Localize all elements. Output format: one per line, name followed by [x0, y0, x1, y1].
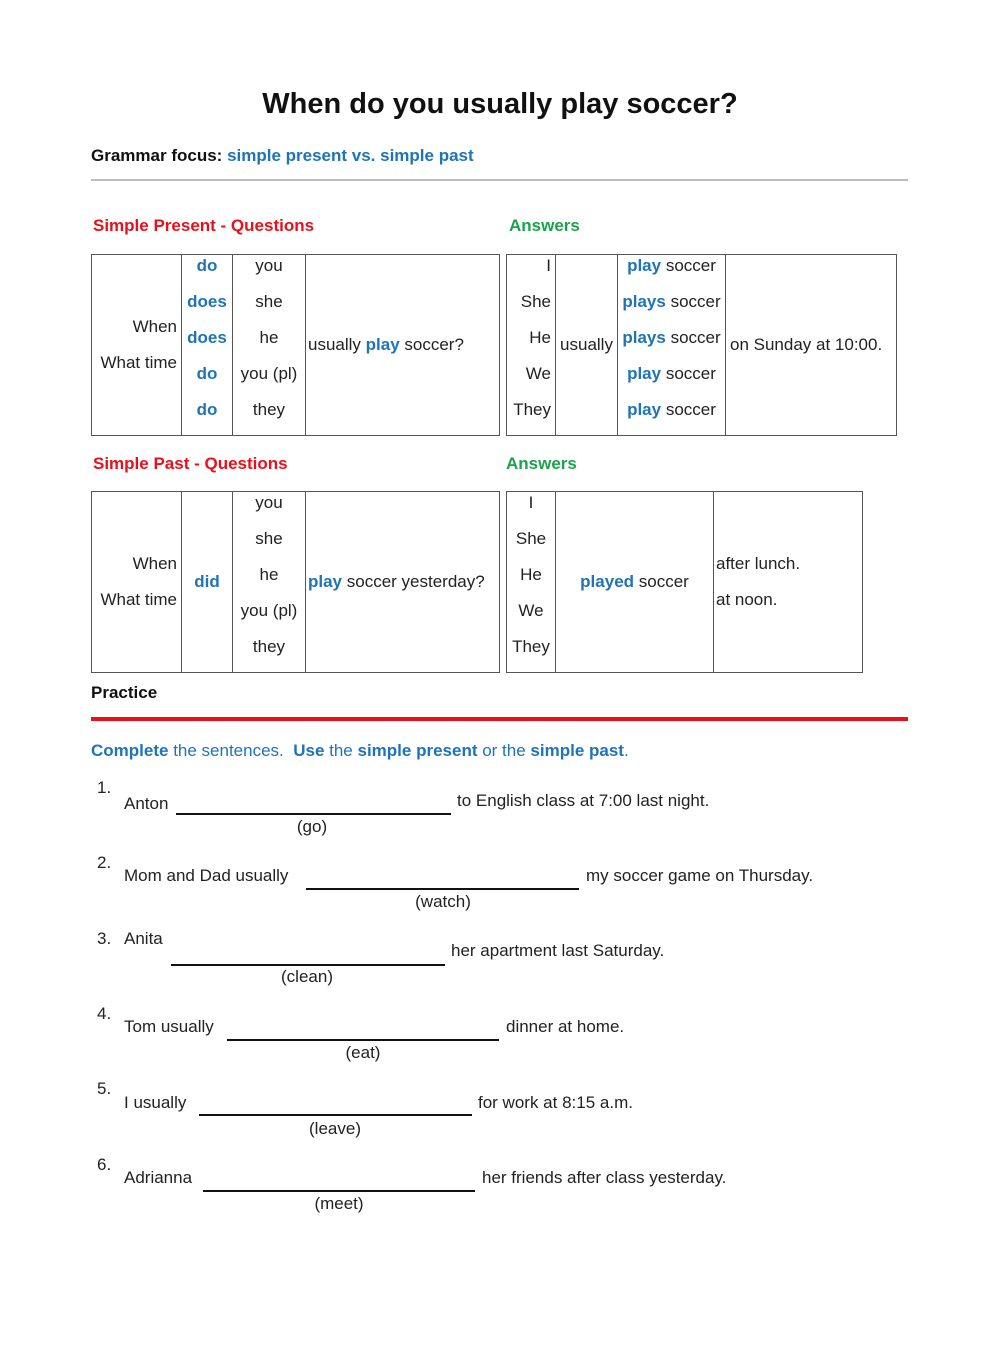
item-text-after: to English class at 7:00 last night.: [457, 791, 710, 810]
rest-text: usually: [308, 335, 366, 354]
verb-hint: (meet): [314, 1194, 364, 1213]
rest-verb: play: [365, 335, 400, 354]
instruction-text: or the: [477, 741, 531, 760]
past-ans-verb-cell: [556, 492, 714, 673]
answer-verb-phrase: [618, 284, 725, 320]
verb-hint: (go): [296, 817, 328, 836]
answer-object: soccer: [661, 400, 716, 419]
answer-subject: We: [518, 601, 544, 620]
rest-text: soccer yesterday?: [342, 572, 485, 591]
subject: you: [255, 256, 283, 275]
subject: you (pl): [240, 601, 298, 620]
wh-word: What time: [100, 590, 177, 609]
answer-subject: He: [520, 565, 542, 584]
subject: she: [255, 529, 283, 548]
answer-blank[interactable]: [171, 964, 445, 966]
answer-blank[interactable]: [176, 813, 451, 815]
answer-blank[interactable]: [306, 888, 579, 890]
rest-verb: play: [308, 572, 343, 591]
answer-subject: They: [513, 400, 551, 419]
instruction-text: .: [623, 741, 629, 760]
item-number: 3.: [97, 929, 112, 948]
divider: [91, 179, 908, 181]
subject: she: [255, 292, 283, 311]
practice-heading: Practice: [91, 683, 158, 702]
answer-verb-phrase: [618, 392, 725, 428]
past-subject-cell: [233, 492, 306, 673]
past-answers-heading: Answers: [506, 454, 577, 473]
answer-time: on Sunday at 10:00.: [730, 335, 883, 354]
item-number: 6.: [97, 1155, 112, 1174]
past-questions-table: [91, 491, 500, 673]
answer-verb-phrase: [618, 356, 725, 392]
answer-verb: play: [627, 256, 662, 275]
present-wh-cell: [92, 255, 182, 436]
item-text-after: my soccer game on Thursday.: [586, 866, 814, 885]
answer-time: at noon.: [716, 590, 778, 609]
item-number: 1.: [97, 778, 112, 797]
present-aux-cell: [182, 255, 233, 436]
answer-verb: plays: [622, 292, 666, 311]
answer-subject: She: [515, 529, 547, 548]
item-text-before: Anita: [124, 929, 163, 948]
present-questions-heading: Simple Present - Questions: [93, 216, 315, 235]
item-text-after: dinner at home.: [506, 1017, 625, 1036]
past-questions-heading: Simple Past - Questions: [93, 454, 288, 473]
subject: you (pl): [240, 364, 298, 383]
past-time-cell: [714, 492, 863, 673]
verb-hint: (clean): [281, 967, 333, 986]
instruction-keyword: simple present: [357, 741, 478, 760]
item-text-after: her apartment last Saturday.: [451, 941, 665, 960]
answer-object: soccer: [665, 328, 721, 347]
item-text-after: her friends after class yesterday.: [482, 1168, 727, 1187]
subject: he: [259, 565, 279, 584]
answer-object: soccer: [634, 572, 689, 591]
answer-subject: They: [512, 637, 550, 656]
answer-object: soccer: [661, 256, 716, 275]
answer-verb: play: [627, 400, 662, 419]
instruction-text: the sentences.: [168, 741, 294, 760]
answer-verb-phrase: [618, 320, 725, 356]
subject: they: [252, 400, 286, 419]
aux-verb: did: [194, 572, 220, 591]
present-rest-cell: [306, 255, 500, 436]
item-number: 5.: [97, 1079, 112, 1098]
answer-blank[interactable]: [203, 1190, 475, 1192]
wh-word: When: [132, 317, 177, 336]
answer-verb: play: [627, 364, 662, 383]
aux-verb: does: [187, 328, 227, 347]
past-aux-cell: [182, 492, 233, 673]
answer-blank[interactable]: [199, 1114, 472, 1116]
subject: he: [259, 328, 279, 347]
answer-subject: I: [546, 256, 551, 275]
present-ans-verb-cell: [618, 255, 726, 436]
wh-word: What time: [100, 353, 177, 372]
present-answers-table: [506, 254, 897, 436]
practice-instruction: [91, 741, 629, 761]
present-subject-cell: [233, 255, 306, 436]
past-rest-cell: [306, 492, 500, 673]
answer-object: soccer: [661, 364, 716, 383]
present-questions-table: [91, 254, 500, 436]
present-ans-subject-cell: [507, 255, 556, 436]
instruction-keyword: simple past: [530, 741, 624, 760]
item-number: 2.: [97, 853, 112, 872]
past-wh-cell: [92, 492, 182, 673]
verb-hint: (watch): [415, 892, 471, 911]
grammar-focus: [91, 146, 474, 166]
answer-verb-phrase: [618, 248, 725, 284]
answer-blank[interactable]: [227, 1039, 499, 1041]
grammar-focus-topic: simple present vs. simple past: [227, 146, 474, 165]
answer-subject: She: [520, 292, 551, 311]
answer-verb: plays: [622, 328, 666, 347]
subject: they: [252, 637, 286, 656]
answer-time: after lunch.: [716, 554, 801, 573]
verb-hint: (leave): [309, 1119, 361, 1138]
answer-subject: We: [525, 364, 551, 383]
answer-subject: I: [528, 493, 534, 512]
item-text-before: Adrianna: [124, 1168, 193, 1187]
item-text-before: Anton: [124, 794, 169, 813]
present-time-cell: [726, 255, 897, 436]
present-adverb-cell: [556, 255, 618, 436]
answer-verb: played: [580, 572, 635, 591]
subject: you: [255, 493, 283, 512]
aux-verb: do: [196, 364, 218, 383]
item-text-before: Mom and Dad usually: [124, 866, 289, 885]
past-ans-subject-cell: [507, 492, 556, 673]
answer-object: soccer: [665, 292, 721, 311]
item-text-after: for work at 8:15 a.m.: [478, 1093, 633, 1112]
page-title: When do you usually play soccer?: [262, 88, 738, 120]
item-number: 4.: [97, 1004, 112, 1023]
item-text-before: I usually: [124, 1093, 187, 1112]
answer-subject: He: [529, 328, 551, 347]
past-answers-table: [506, 491, 863, 673]
aux-verb: do: [196, 256, 218, 275]
practice-divider: [91, 717, 908, 721]
item-text-before: Tom usually: [124, 1017, 214, 1036]
instruction-text: the: [324, 741, 358, 760]
rest-text: soccer?: [399, 335, 464, 354]
instruction-keyword: Use: [293, 741, 325, 760]
verb-hint: (eat): [345, 1043, 381, 1062]
instruction-keyword: Complete: [91, 741, 169, 760]
aux-verb: do: [196, 400, 218, 419]
present-answers-heading: Answers: [509, 216, 580, 235]
adverb: usually: [560, 335, 613, 354]
grammar-focus-label: Grammar focus:: [91, 146, 223, 165]
wh-word: When: [132, 554, 177, 573]
aux-verb: does: [187, 292, 227, 311]
